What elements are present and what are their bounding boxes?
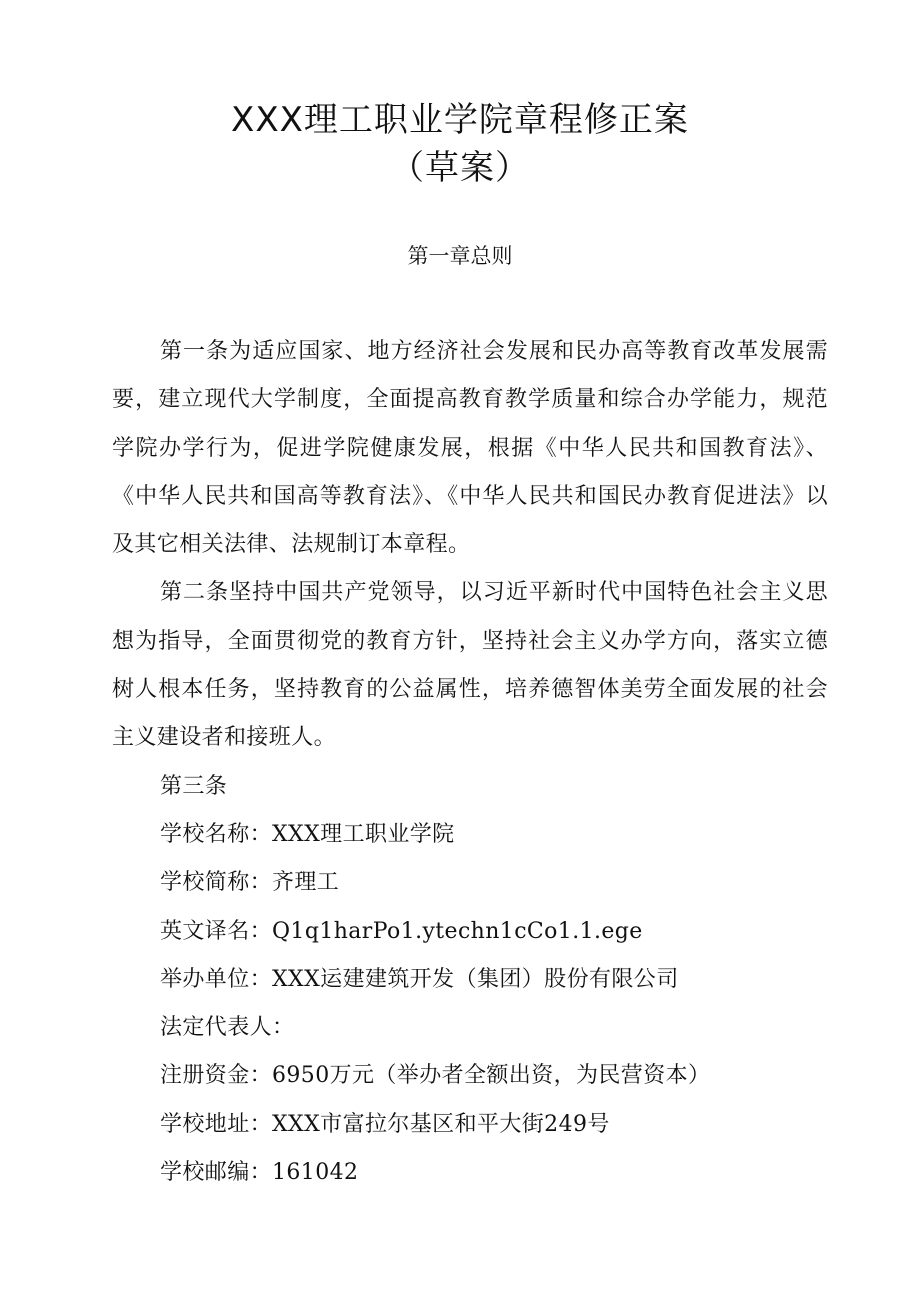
legal-representative: 法定代表人： [160, 1015, 295, 1041]
article-3-heading: 第三条 [160, 773, 228, 799]
document-subtitle: （草案） [390, 148, 530, 188]
article-1: 第一条为适应国家、地方经济社会发展和民办高等教育改革发展需要，建立现代大学制度，全面提高教育教学质量和综合办学能力，规范学院办学行为，促进学院健康发展，根据《中华人民共和国教育法》、《中华人民共和国高等教育法》、《中华人民共和国民办教育促进法》以及其它相关法律、法规制订本章程。 [112, 339, 828, 558]
school-short-name: 学校简称：齐理工 [160, 870, 340, 896]
sponsor: 举办单位：XXX运建建筑开发（集团）股份有限公司 [160, 966, 679, 992]
school-address: 学校地址：XXX市富拉尔基区和平大街249号 [160, 1111, 610, 1137]
registered-capital: 注册资金：6950万元（举办者全额出资，为民营资本） [160, 1063, 711, 1089]
english-name: 英文译名：Q1q1harPo1.ytechn1cCo1.1.ege [160, 918, 643, 944]
document-title: XXX理工职业学院章程修正案 [231, 100, 689, 140]
postal-code: 学校邮编：161042 [160, 1160, 359, 1186]
document-body [112, 328, 828, 1197]
school-name: 学校名称：XXX理工职业学院 [160, 821, 455, 847]
article-2: 第二条坚持中国共产党领导，以习近平新时代中国特色社会主义思想为指导，全面贯彻党的教育方针，坚持社会主义办学方向，落实立德树人根本任务，坚持教育的公益属性，培养德智体美劳全面发展的社会主义建设者和接班人。 [112, 580, 828, 751]
chapter-heading: 第一章总则 [407, 244, 513, 268]
